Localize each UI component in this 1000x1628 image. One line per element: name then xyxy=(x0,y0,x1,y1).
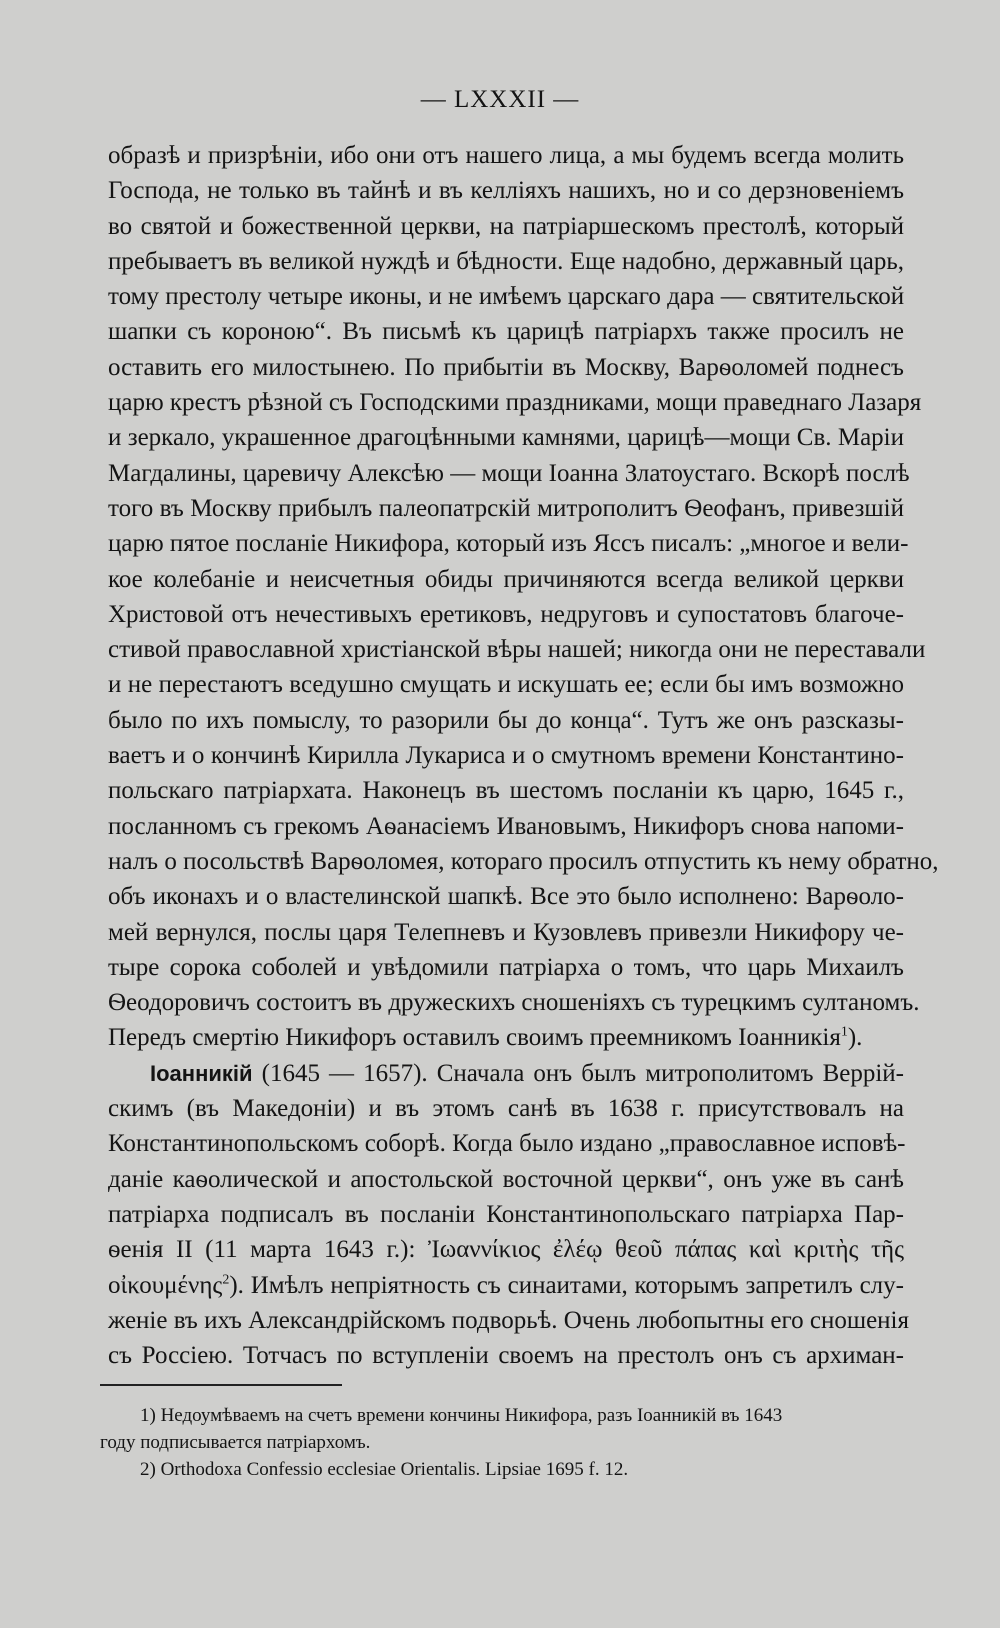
text-line: Ѳеодоровичъ состоитъ въ дружескихъ сношеніяхъ съ турецкимъ султаномъ. xyxy=(108,989,920,1017)
footnote-ref: 1 xyxy=(840,1025,848,1041)
text-line xyxy=(108,1020,904,1055)
text-line: скимъ (въ Македоніи) и въ этомъ санѣ въ 1638 г. присутствовалъ на xyxy=(108,1095,904,1123)
footnote-divider xyxy=(100,1384,342,1386)
text-line: даніе каѳолической и апостольской восточной церкви“, онъ уже въ санѣ xyxy=(108,1165,904,1193)
text-line: пребываетъ въ великой нуждѣ и бѣдности. Еще надобно, державный царь, xyxy=(108,247,904,275)
text-line xyxy=(108,1056,904,1091)
main-text xyxy=(108,138,939,1373)
text-line: налъ о посольствѣ Варѳоломея, котораго просилъ отпустить къ нему обратно, xyxy=(108,847,939,875)
footnote-ref: 2 xyxy=(222,1272,230,1288)
text-line: Константинопольскомъ соборѣ. Когда было издано „православное исповѣ- xyxy=(108,1130,906,1158)
text-line: во святой и божественной церкви, на патріаршескомъ престолѣ, который xyxy=(108,212,904,240)
text-line: Господа, не только въ тайнѣ и въ келліяхъ нашихъ, но и со дерзновеніемъ xyxy=(108,177,904,205)
text-line xyxy=(108,1268,904,1303)
text-line: образѣ и призрѣніи, ибо они отъ нашего лица, а мы будемъ всегда молить xyxy=(108,142,904,169)
text-fragment: (1645 — 1657). Сначала онъ былъ митрополитомъ Веррій- xyxy=(252,1059,904,1087)
text-fragment: ). xyxy=(847,1024,863,1052)
text-line: царю пятое посланіе Никифора, который изъ Яссъ писалъ: „многое и вели- xyxy=(108,530,909,558)
text-line: тыре сорока соболей и увѣдомили патріарха о томъ, что царь Михаилъ xyxy=(108,953,904,981)
footnote-line: году подписывается патріархомъ. xyxy=(100,1432,371,1453)
text-line: объ иконахъ и о властелинской шапкѣ. Все это было исполнено: Варѳоло- xyxy=(108,883,904,911)
patriarch-name: Іоанникій xyxy=(150,1060,253,1086)
text-line: оставить его милостынею. По прибытіи въ Москву, Варѳоломей поднесъ xyxy=(108,353,904,381)
text-fragment: ). Имѣлъ непріятность съ синаитами, которымъ запретилъ слу- xyxy=(229,1271,904,1299)
text-line: женіе въ ихъ Александрійскомъ подворьѣ. Очень любопытны его сношенія xyxy=(108,1306,910,1334)
footnote-line: 2) Orthodoxa Confessio ecclesiae Orientalis. Lipsiae 1695 f. 12. xyxy=(140,1459,629,1480)
text-line: съ Россіею. Тотчасъ по вступленіи своемъ на престолъ онъ съ архиман- xyxy=(108,1342,904,1370)
text-line: того въ Москву прибылъ палеопатрскій митрополитъ Ѳеофанъ, привезшій xyxy=(108,494,904,522)
text-line: и не перестаютъ вседушно смущать и искушать ее; если бы имъ возможно xyxy=(108,671,904,699)
page-header: — LXXXII — xyxy=(420,86,580,113)
text-line: посланномъ съ грекомъ Аѳанасіемъ Ивановымъ, Никифоръ снова напоми- xyxy=(108,812,904,840)
footnote-line: 1) Недоумѣваемъ на счетъ времени кончины Никифора, разъ Іоанникій въ 1643 xyxy=(140,1405,783,1426)
text-line: было по ихъ помыслу, то разорили бы до конца“. Тутъ же онъ разсказы- xyxy=(108,706,904,734)
text-line: тому престолу четыре иконы, и не имѣемъ царскаго дара — святительской xyxy=(108,283,905,311)
text-line: польскаго патріархата. Наконецъ въ шестомъ посланіи къ царю, 1645 г., xyxy=(108,777,904,805)
greek-fragment: οἰκουμένης xyxy=(108,1271,223,1299)
text-line: стивой православной христіанской вѣры нашей; никогда они не переставали xyxy=(108,636,926,664)
text-fragment: Передъ смертію Никифоръ оставилъ своимъ преемникомъ Іоанникія xyxy=(108,1024,841,1052)
text-line: царю крестъ рѣзной съ Господскими праздниками, мощи праведнаго Лазаря xyxy=(108,389,922,417)
text-line: Христовой отъ нечестивыхъ еретиковъ, недруговъ и супостатовъ благоче- xyxy=(108,600,904,628)
text-line: Магдалины, царевичу Алексѣю — мощи Іоанна Златоустаго. Вскорѣ послѣ xyxy=(108,459,910,487)
text-line: и зеркало, украшенное драгоцѣнными камнями, царицѣ—мощи Св. Маріи xyxy=(108,424,904,452)
text-line: ваетъ и о кончинѣ Кирилла Лукариса и о смутномъ времени Константино- xyxy=(108,742,904,770)
footnotes xyxy=(100,1402,896,1483)
text-line: кое колебаніе и неисчетныя обиды причиняются всегда великой церкви xyxy=(108,565,904,593)
text-line: шапки съ короною“. Въ письмѣ къ царицѣ патріархъ также просилъ не xyxy=(108,318,904,346)
text-line: ѳенія II (11 марта 1643 г.): Ἰωαννίκιος ἐλέῳ θεοῦ πάπας καὶ κριτὴς τῆς xyxy=(108,1236,904,1264)
text-line: мей вернулся, послы царя Телепневъ и Кузовлевъ привезли Никифору че- xyxy=(108,918,904,946)
text-line: патріарха подписалъ въ посланіи Константинопольскаго патріарха Пар- xyxy=(108,1200,904,1228)
